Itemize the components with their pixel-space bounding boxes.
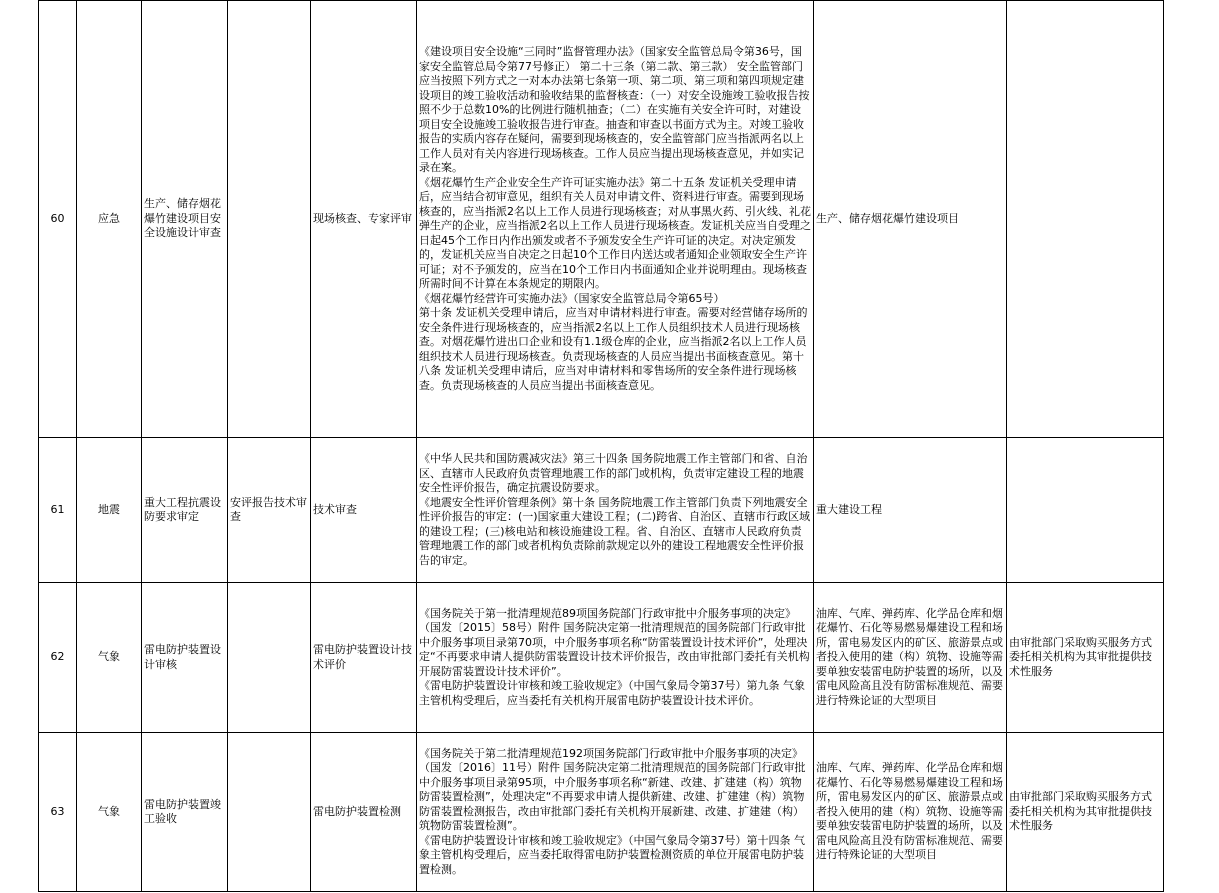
- service-type: 雷电防护装置检测: [311, 733, 417, 892]
- legal-basis-text: 《建设项目安全设施“三同时”监督管理办法》（国家安全监管总局令第36号，国家安全监管总局令第77号修正） 第二十三条（第二款、第三款） 安全监管部门应当按照下列方式之一对本办法第七条第一项、第二项、第三项和第四项规定建设项目的竣工验收活动和验收结果的监督核查：（一）对安全设施竣工验收报告按照不少于总数10%的比例进行随机抽查；（二）在实施有关安全许可时，对建设项目安全设施竣工验收报告进行审查。抽查和审查以书面方式为主。对竣工验收报告的实质内容存在疑问，需要到现场核查的，安全监管部门应当指派两名以上工作人员对有关内容进行现场核查。工作人员应当提出现场核查意见，并如实记录在案。 《烟花爆竹生产企业安全生产许可证实施办法》第二十五条 发证机关受理申请后，应当结合初审意见，组织有关人员对申请文件、资料进行审查。需要到现场核查的，应当指派2名以上工作人员进行现场核查；对从事黑火药、引火线、礼花弹生产的企业，应当指派2名以上工作人员进行现场核查。发证机关应当自受理之日起45个工作日内作出颁发或者不予颁发安全生产许可证的决定。对决定颁发的，发证机关应当自决定之日起10个工作日内送达或者通知企业领取安全生产许可证；对不予颁发的，应当在10个工作日内书面通知企业并说明理由。现场核查所需时间不计算在本条规定的期限内。 《烟花爆竹经营许可实施办法》（国家安全监管总局令第65号） 第十条 发证机关受理申请后，应当对申请材料进行审查。需要对经营储存场所的安全条件进行现场核查的，应当指派2名以上工作人员组织技术人员进行现场核查。对烟花爆竹进出口企业和设有1.1级仓库的企业，应当指派2名以上工作人员组织技术人员进行现场核查。负责现场核查的人员应当提出书面核查意见。第十八条 发证机关受理申请后，应当对申请材料和零售场所的安全条件进行现场核查。负责现场核查的人员应当提出书面核查意见。: [419, 45, 811, 392]
- remark: 由审批部门采取购买服务方式委托相关机构为其审批提供技术性服务: [1007, 583, 1164, 733]
- remark: [1007, 1, 1164, 438]
- row-number: 60: [39, 1, 77, 438]
- legal-basis: [417, 438, 814, 583]
- remark: 由审批部门采取购买服务方式委托相关机构为其审批提供技术性服务: [1007, 733, 1164, 892]
- legal-basis-text: 《国务院关于第二批清理规范192项国务院部门行政审批中介服务事项的决定》（国发〔2016〕11号）附件 国务院决定第二批清理规范的国务院部门行政审批中介服务事项目录第95项，中介服务事项名称“新建、改建、扩建建（构）筑物防雷装置检测”，处理决定“不再要求申请人提供新建、改建、扩建建（构）筑物防雷装置检测报告，改由审批部门委托有关机构开展新建、改建、扩建建（构）筑物防雷装置检测”。 《雷电防护装置设计审核和竣工验收规定》（中国气象局令第37号）第十四条 气象主管机构受理后，应当委托取得雷电防护装置检测资质的单位开展雷电防护装置检测。: [419, 746, 806, 876]
- row-number: 61: [39, 438, 77, 583]
- applicable-scope: 油库、气库、弹药库、化学品仓库和烟花爆竹、石化等易燃易爆建设工程和场所，雷电易发区内的矿区、旅游景点或者投入使用的建（构）筑物、设施等需要单独安装雷电防护装置的场所，以及雷电风险高且没有防雷标准规范、需要进行特殊论证的大型项目: [814, 733, 1007, 892]
- table-row: [39, 583, 1164, 733]
- approval-item: 重大工程抗震设防要求审定: [142, 438, 228, 583]
- applicable-scope: 生产、储存烟花爆竹建设项目: [814, 1, 1007, 438]
- row-number: 62: [39, 583, 77, 733]
- legal-basis: [417, 1, 814, 438]
- department: 气象: [77, 583, 142, 733]
- legal-basis-text: 《中华人民共和国防震减灾法》第三十四条 国务院地震工作主管部门和省、自治区、直辖市人民政府负责管理地震工作的部门或机构，负责审定建设工程的地震安全性评价报告，确定抗震设防要求。 《地震安全性评价管理条例》第十条 国务院地震工作主管部门负责下列地震安全性评价报告的审定：(一)国家重大建设工程；(二)跨省、自治区、直辖市行政区域的建设工程；(三)核电站和核设施建设工程。省、自治区、直辖市人民政府负责管理地震工作的部门或者机构负责除前款规定以外的建设工程地震安全性评价报告的审定。: [419, 452, 811, 567]
- department: 应急: [77, 1, 142, 438]
- legal-basis-text: 《国务院关于第一批清理规范89项国务院部门行政审批中介服务事项的决定》（国发〔2015〕58号）附件 国务院决定第一批清理规范的国务院部门行政审批中介服务事项目录第70项，中介服务事项名称“防雷装置设计技术评价”，处理决定“不再要求申请人提供防雷装置设计技术评价报告，改由审批部门委托有关机构开展防雷装置设计技术评价”。 《雷电防护装置设计审核和竣工验收规定》（中国气象局令第37号）第九条 气象主管机构受理后，应当委托有关机构开展雷电防护装置设计技术评价。: [419, 606, 810, 707]
- legal-basis: [417, 583, 814, 733]
- legal-basis: [417, 733, 814, 892]
- service-type: 雷电防护装置设计技术评价: [311, 583, 417, 733]
- intermediary-service: [228, 1, 311, 438]
- applicable-scope: 油库、气库、弹药库、化学品仓库和烟花爆竹、石化等易燃易爆建设工程和场所，雷电易发区内的矿区、旅游景点或者投入使用的建（构）筑物、设施等需要单独安装雷电防护装置的场所，以及雷电风险高且没有防雷标准规范、需要进行特殊论证的大型项目: [814, 583, 1007, 733]
- approval-item: 生产、储存烟花爆竹建设项目安全设施设计审查: [142, 1, 228, 438]
- intermediary-service: [228, 583, 311, 733]
- row-number: 63: [39, 733, 77, 892]
- remark: [1007, 438, 1164, 583]
- intermediary-service: [228, 733, 311, 892]
- applicable-scope: 重大建设工程: [814, 438, 1007, 583]
- department: 地震: [77, 438, 142, 583]
- department: 气象: [77, 733, 142, 892]
- table-row: [39, 438, 1164, 583]
- service-type: 技术审查: [311, 438, 417, 583]
- table-row: [39, 1, 1164, 438]
- approval-item: 雷电防护装置竣工验收: [142, 733, 228, 892]
- approval-intermediary-table: [38, 0, 1164, 892]
- intermediary-service: 安评报告技术审查: [228, 438, 311, 583]
- table-row: [39, 733, 1164, 892]
- service-type: 现场核查、专家评审: [311, 1, 417, 438]
- page-margin: [0, 0, 38, 893]
- approval-item: 雷电防护装置设计审核: [142, 583, 228, 733]
